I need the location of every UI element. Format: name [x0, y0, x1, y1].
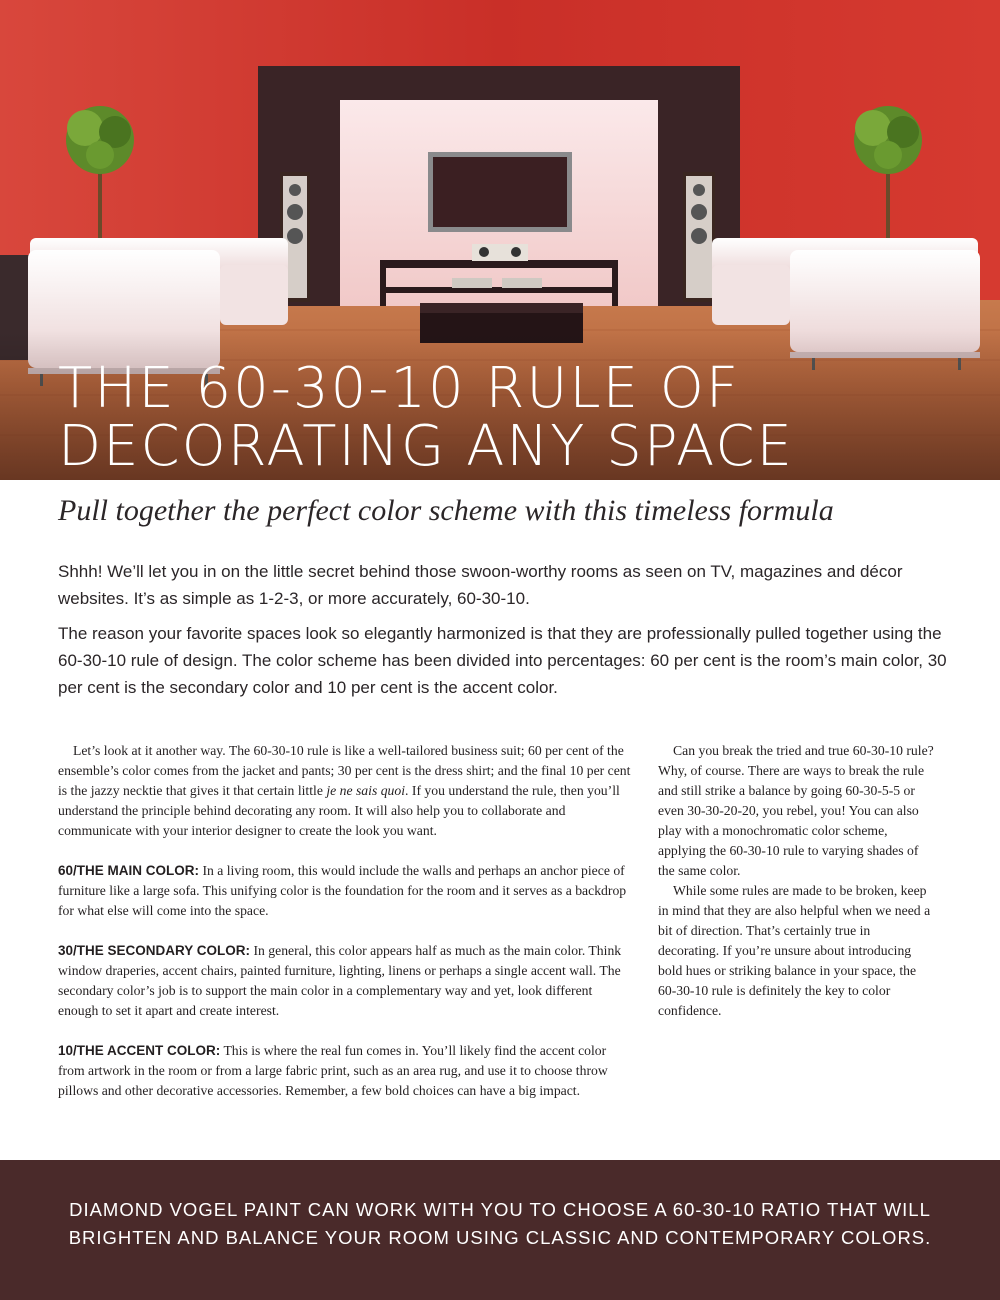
banner-line-1: DIAMOND VOGEL PAINT CAN WORK WITH YOU TO CHOOSE A 60-30-10 RATIO THAT WILL — [69, 1199, 931, 1220]
suit-text-end: . If you understand the rule, then you’ll understand the principle behind decorating any room. It will also help you to collaborate and communicate with your interior designer to create the look you want. — [58, 783, 620, 838]
title-line-1: THE 60-30-10 RULE OF — [58, 356, 741, 421]
accent-color-text: This is where the real fun comes in. You’ll likely find the accent color from artwork in the room or from a large fabric print, such as an area rug, and use it to choose throw pillows and other decorative accessories. Remember, a few bold choices can have a big impact. — [58, 1043, 608, 1098]
page-title — [58, 356, 794, 479]
break-the-rule-paragraph: Can you break the tried and true 60-30-10 rule? Why, of course. There are ways to break the rule and still strike a balance by going 60-30-5-5 or even 30-30-20-20, you rebel, you! You can also play with a monochromatic color scheme, applying the 60-30-10 rule to varying shades of the same color. — [658, 743, 934, 878]
secondary-color-text: In general, this color appears half as much as the main color. Think window draperies, accent chairs, painted furniture, lighting, linens or perhaps a single accent wall. The secondary color’s job is to support the main color in a complementary way and yet, look different enough to set it apart and create interest. — [58, 943, 622, 1018]
secondary-color-paragraph — [58, 941, 636, 1021]
main-color-paragraph — [58, 861, 636, 921]
left-column — [58, 741, 636, 1101]
accent-color-heading: 10/THE ACCENT COLOR: — [58, 1043, 221, 1058]
banner-line-2: BRIGHTEN AND BALANCE YOUR ROOM USING CLASSIC AND CONTEMPORARY COLORS. — [68, 1227, 932, 1248]
right-column — [658, 741, 934, 1021]
intro-paragraph-1: Shhh! We’ll let you in on the little secret behind those swoon-worthy rooms as seen on TV, magazines and décor websites. It’s as simple as 1-2-3, or more accurately, 60-30-10. — [58, 562, 903, 608]
rules-made-to-be-broken-paragraph: While some rules are made to be broken, keep in mind that they are also helpful when we need a bit of direction. That’s certainly true in decorating. If you’re unsure about introducing bold hues or striking balance in your space, the 60-30-10 rule is definitely the key to color confidence. — [658, 883, 931, 1018]
suit-text-start: Let’s look at it another way. The 60-30-10 rule is like a well-tailored business suit; 60 per cent of the ensemble’s color comes from the jacket and pants; 30 per cent is the dress shirt; and the final 10 per cent is the jazzy necktie that gives it that certain little — [58, 743, 631, 798]
title-line-2: DECORATING ANY SPACE — [58, 414, 794, 479]
tv — [428, 152, 572, 232]
intro-paragraph-2: The reason your favorite spaces look so elegantly harmonized is that they are professionally pulled together using the 60-30-10 rule of design. The color scheme has been divided into percentages: 60 per cent is the room’s main color, 30 per cent is the secondary color and 10 per cent is the accent color. — [58, 624, 947, 697]
intro — [58, 558, 948, 709]
subtitle: Pull together the perfect color scheme with this timeless formula — [58, 494, 834, 527]
footer-banner — [0, 1160, 1000, 1300]
accent-color-paragraph — [58, 1041, 636, 1101]
main-color-heading: 60/THE MAIN COLOR: — [58, 863, 200, 878]
secondary-color-heading: 30/THE SECONDARY COLOR: — [58, 943, 251, 958]
je-ne-sais-quoi: je ne sais quoi — [326, 783, 406, 798]
banner-text — [30, 1196, 970, 1252]
hero-image — [0, 0, 1000, 480]
right-speaker — [683, 172, 715, 302]
main-color-text: In a living room, this would include the walls and perhaps an anchor piece of furniture like a large sofa. This unifying color is the foundation for the room and it serves as a backdrop for what else will come into the space. — [58, 863, 627, 918]
suit-analogy-paragraph — [58, 741, 636, 841]
